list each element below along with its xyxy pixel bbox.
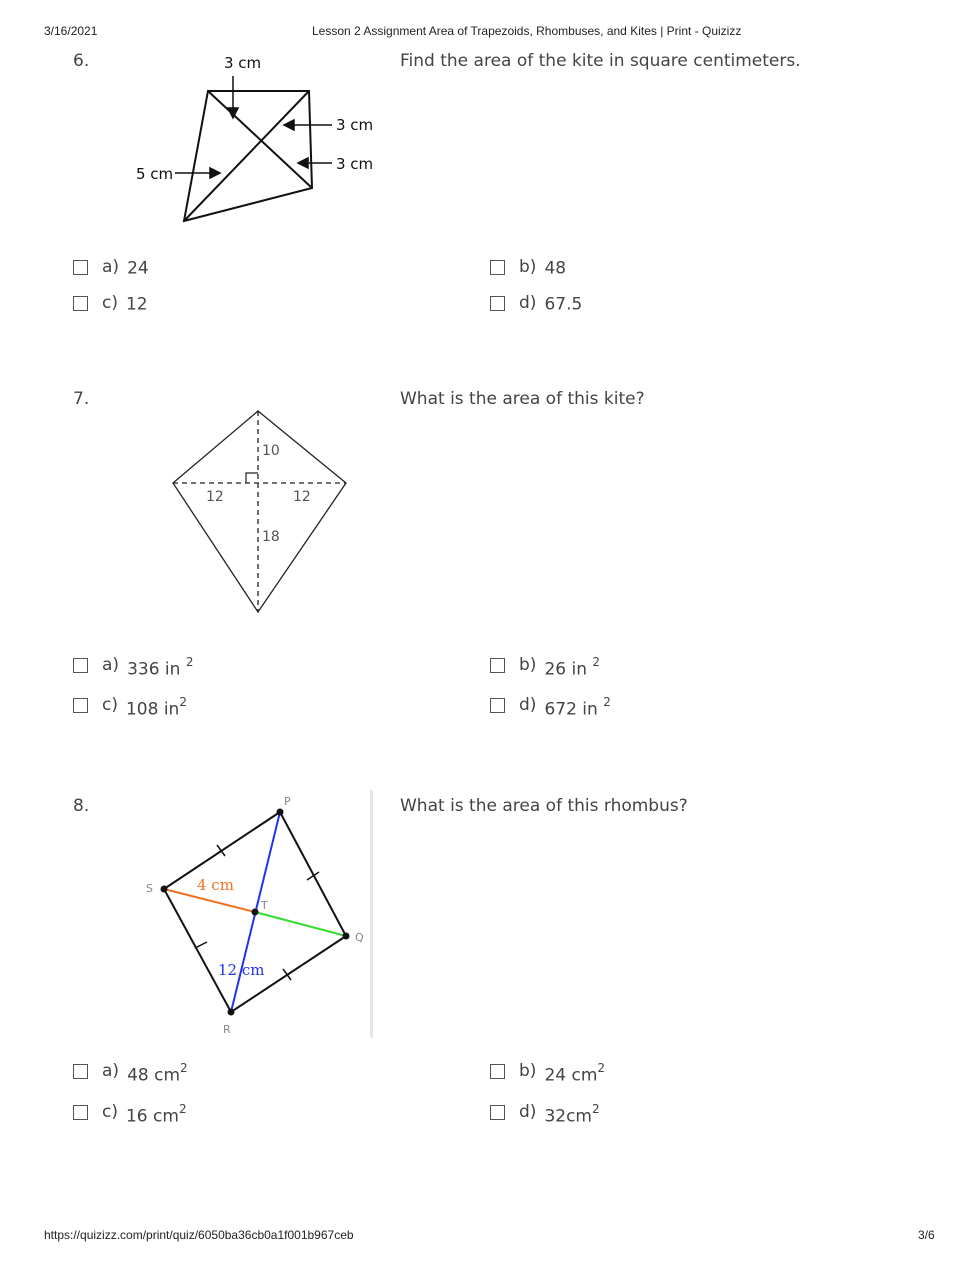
option-value: 24 $cm^2$ xyxy=(544,1061,606,1086)
label-s: S xyxy=(146,882,153,895)
question-text: What is the area of this kite? xyxy=(400,389,645,409)
point-t xyxy=(252,909,259,916)
option-value: 26 in $^2$ xyxy=(544,655,601,680)
option-value: 16 $cm^2$ xyxy=(125,1102,187,1127)
option-value: 24 xyxy=(127,258,149,279)
option-letter: d) xyxy=(519,1102,537,1123)
label-long-diagonal: 12 cm xyxy=(218,961,265,979)
option-checkbox[interactable] xyxy=(73,658,88,673)
option-b[interactable] xyxy=(490,654,601,680)
option-c[interactable] xyxy=(73,1101,187,1127)
option-letter: d) xyxy=(519,695,537,716)
option-checkbox[interactable] xyxy=(73,296,88,311)
option-checkbox[interactable] xyxy=(490,1105,505,1120)
label-right-lower: 3 cm xyxy=(336,155,374,173)
arrow-left-head xyxy=(210,168,220,178)
option-c[interactable] xyxy=(73,694,187,720)
option-d[interactable] xyxy=(490,292,582,315)
kite-diagram xyxy=(160,400,360,620)
option-value: 108 $in^2$ xyxy=(125,695,187,720)
vertex-r xyxy=(228,1009,235,1016)
question-text: Find the area of the kite in square centimeters. xyxy=(400,51,801,71)
option-value: $32cm^2$ xyxy=(544,1102,600,1127)
label-right: 12 xyxy=(293,489,311,505)
option-checkbox[interactable] xyxy=(73,1064,88,1079)
arrow-right-upper-head xyxy=(284,120,294,130)
option-value: 48 xyxy=(544,258,567,279)
tick-mark xyxy=(195,942,207,948)
label-r: R xyxy=(223,1023,231,1036)
vertex-p xyxy=(277,809,284,816)
option-c[interactable] xyxy=(73,292,148,315)
option-value: 12 xyxy=(125,294,148,315)
question-number: 8. xyxy=(73,796,90,816)
option-d[interactable] xyxy=(490,1101,600,1127)
kite-diagonal-a xyxy=(208,91,312,188)
right-angle-marker xyxy=(246,473,258,483)
segment-tq xyxy=(255,912,346,936)
label-q: Q xyxy=(355,931,364,944)
option-letter: b) xyxy=(519,655,537,676)
option-b[interactable] xyxy=(490,256,566,279)
label-left: 5 cm xyxy=(136,165,174,183)
label-bottom: 18 xyxy=(262,529,280,545)
label-t: T xyxy=(261,899,268,912)
option-value: 48 $cm^2$ xyxy=(127,1061,188,1086)
option-letter: a) xyxy=(102,257,120,278)
label-short-diagonal: 4 cm xyxy=(197,876,234,894)
option-a[interactable] xyxy=(73,1060,188,1086)
label-top: 10 xyxy=(262,443,280,459)
question-number: 6. xyxy=(73,51,90,71)
option-checkbox[interactable] xyxy=(73,1105,88,1120)
question-number: 7. xyxy=(73,389,90,409)
option-value: 67.5 xyxy=(544,294,583,315)
option-checkbox[interactable] xyxy=(490,658,505,673)
option-letter: b) xyxy=(519,257,537,278)
vertex-q xyxy=(343,933,350,940)
option-d[interactable] xyxy=(490,694,611,720)
option-checkbox[interactable] xyxy=(490,698,505,713)
option-b[interactable] xyxy=(490,1060,606,1086)
option-letter: b) xyxy=(519,1061,537,1082)
label-left: 12 xyxy=(206,489,224,505)
option-checkbox[interactable] xyxy=(490,260,505,275)
label-top: 3 cm xyxy=(224,54,262,72)
kite-outline xyxy=(173,411,346,612)
question-text: What is the area of this rhombus? xyxy=(400,796,688,816)
footer-url: https://quizizz.com/print/quiz/6050ba36cb0a1f001b967ceb xyxy=(44,1228,354,1242)
arrow-right-lower-head xyxy=(298,158,308,168)
print-date: 3/16/2021 xyxy=(44,24,98,38)
option-checkbox[interactable] xyxy=(490,296,505,311)
vertex-s xyxy=(161,886,168,893)
option-letter: c) xyxy=(102,293,118,314)
option-value: 336 in $^2$ xyxy=(127,655,194,680)
option-letter: c) xyxy=(102,695,118,716)
option-checkbox[interactable] xyxy=(73,260,88,275)
option-letter: a) xyxy=(102,655,120,676)
option-a[interactable] xyxy=(73,654,194,680)
page-header-title: Lesson 2 Assignment Area of Trapezoids, Rhombuses, and Kites | Print - Quizizz xyxy=(312,24,742,38)
rhombus-diagram xyxy=(135,790,375,1040)
tick-mark xyxy=(283,969,291,980)
label-p: P xyxy=(284,795,291,808)
option-letter: c) xyxy=(102,1102,118,1123)
option-checkbox[interactable] xyxy=(73,698,88,713)
option-checkbox[interactable] xyxy=(490,1064,505,1079)
kite-diagonal-b xyxy=(184,91,309,221)
option-value: 672 in $^2$ xyxy=(544,695,611,720)
page-number: 3/6 xyxy=(918,1228,935,1242)
option-letter: a) xyxy=(102,1061,120,1082)
option-letter: d) xyxy=(519,293,537,314)
kite-diagram xyxy=(120,48,390,233)
option-a[interactable] xyxy=(73,256,149,279)
label-right-upper: 3 cm xyxy=(336,116,374,134)
